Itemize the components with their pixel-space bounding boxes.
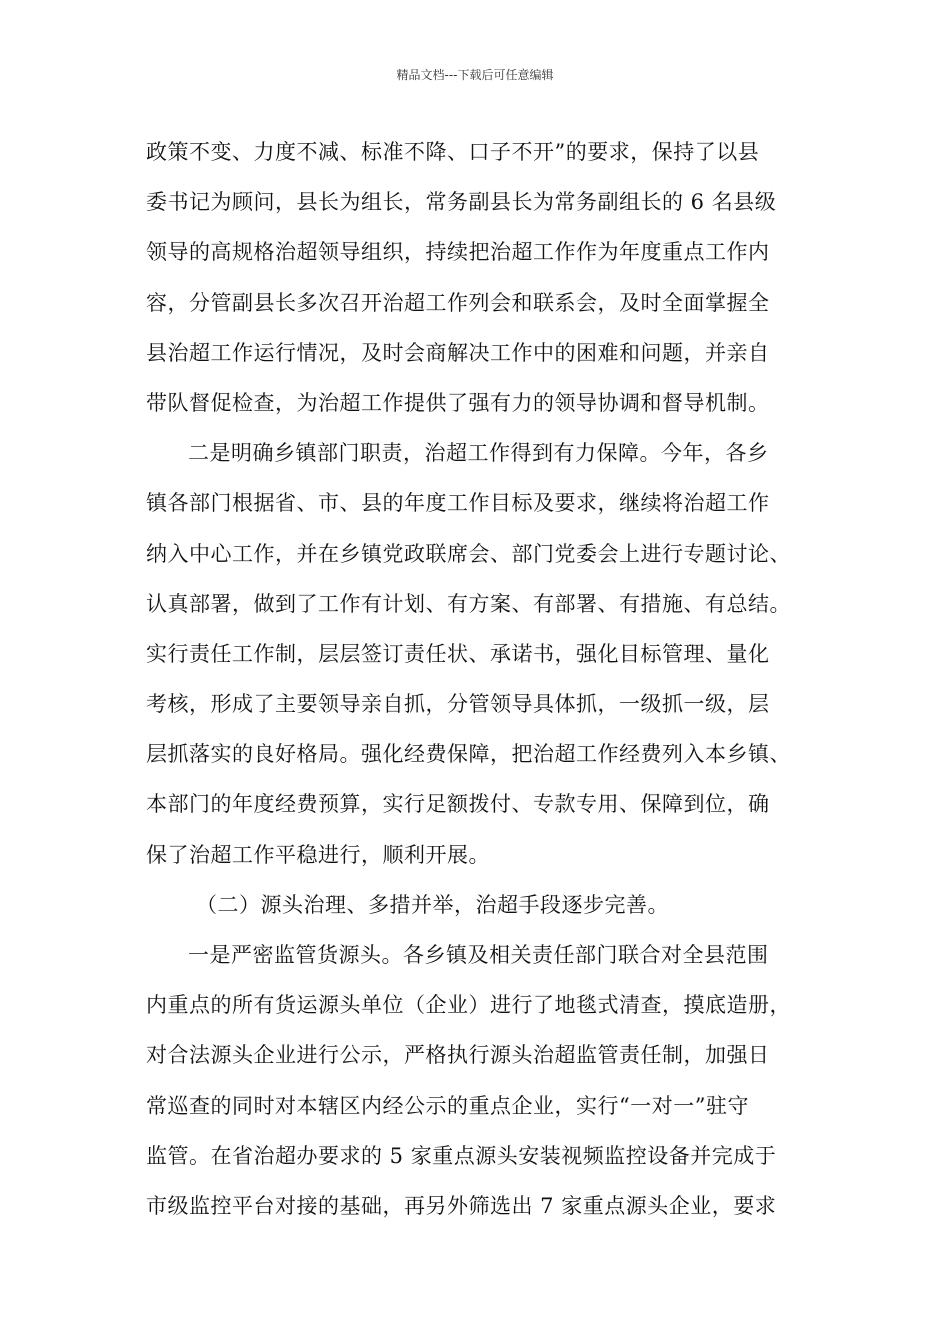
text-line: 领导的高规格治超领导组织，持续把治超工作作为年度重点工作内 [146,240,770,265]
text-line: 内重点的所有货运源头单位（企业）进行了地毯式清查，摸底造册， [146,993,791,1018]
text-line: 监管。在省治超办要求的 5 家重点源头安装视频监控设备并完成于 [146,1143,777,1168]
text-line: 本部门的年度经费预算，实行足额拨付、专款专用、保障到位，确 [146,792,770,817]
text-line: 镇各部门根据省、市、县的年度工作目标及要求，继续将治超工作 [146,491,770,516]
text-line: 委书记为顾问，县长为组长，常务副县长为常务副组长的 6 名县级 [146,190,777,215]
text-line: 政策不变、力度不减、标准不降、口子不开”的要求，保持了以县 [146,140,760,164]
text-line: 考核，形成了主要领导亲自抓，分管领导具体抓，一级抓一级，层 [146,692,770,717]
text-line: （二）源头治理、多措并举，治超手段逐步完善。 [196,892,669,917]
text-line: 市级监控平台对接的基础，再另外筛选出 7 家重点源头企业，要求 [146,1193,777,1218]
text-line: 对合法源头企业进行公示，严格执行源头治超监管责任制，加强日 [146,1043,770,1068]
text-line: 保了治超工作平稳进行，顺利开展。 [146,842,490,867]
text-line: 层抓落实的良好格局。强化经费保障，把治超工作经费列入本乡镇、 [146,742,791,767]
text-line: 认真部署，做到了工作有计划、有方案、有部署、有措施、有总结。 [146,591,791,616]
text-line: 一是严密监管货源头。各乡镇及相关责任部门联合对全县范围 [188,943,769,967]
text-line: 容，分管副县长多次召开治超工作列会和联系会，及时全面掌握全 [146,290,770,315]
text-line: 常巡查的同时对本辖区内经公示的重点企业，实行“一对一”驻守 [146,1093,749,1118]
text-line: 县治超工作运行情况，及时会商解决工作中的困难和问题，并亲自 [146,340,770,365]
text-line: 二是明确乡镇部门职责，治超工作得到有力保障。今年，各乡 [188,441,769,466]
text-line: 带队督促检查，为治超工作提供了强有力的领导协调和督导机制。 [146,390,770,415]
text-line: 纳入中心工作，并在乡镇党政联席会、部门党委会上进行专题讨论、 [146,541,791,566]
document-body [146,127,816,1231]
page-header: 精品文档---下载后可任意编辑 [396,68,554,82]
text-line: 实行责任工作制，层层签订责任状、承诺书，强化目标管理、量化 [146,641,770,666]
